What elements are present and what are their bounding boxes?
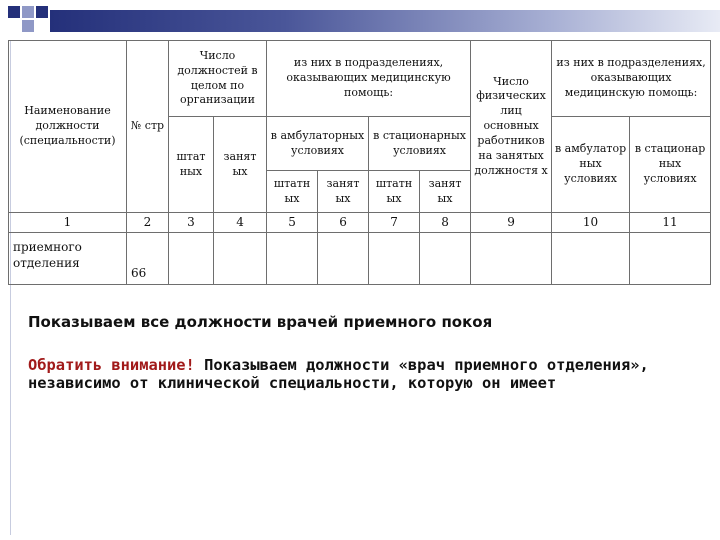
header-medical-units: из них в подразделениях, оказывающих медицинскую помощь: [267,41,471,117]
column-number-row [9,213,711,233]
col-number: 3 [169,213,214,233]
col-number: 10 [552,213,630,233]
col-number: 2 [127,213,169,233]
row-position-name: приемного отделения [9,233,127,285]
row-line-number: 66 [127,233,169,285]
staffing-table [8,40,711,285]
attention-text: Показываем должности «врач приемного отделения», независимо от клинической специальности, которую он имеет [28,356,649,392]
decor-square [8,6,20,18]
col-number: 1 [9,213,127,233]
header-inpatient-occupied: занят ых [420,171,471,213]
header-outpatient: в амбулаторных условиях [267,117,369,171]
header-outpatient-occupied: занят ых [318,171,369,213]
note-all-positions: Показываем все должности врачей приемного покоя [28,313,493,331]
col-number: 7 [369,213,420,233]
header-medical-units-2: из них в подразделениях, оказывающих медицинскую помощь: [552,41,711,117]
table-cell [630,233,711,285]
header-staff: штат ных [169,117,214,213]
header-gradient-bar [50,10,720,32]
col-number: 11 [630,213,711,233]
table-cell [420,233,471,285]
table-row [9,233,711,285]
attention-label: Обратить внимание! [28,356,195,374]
header-occupied: занят ых [214,117,267,213]
table-cell [369,233,420,285]
decor-square [22,6,34,18]
decor-square [22,20,34,32]
decor-square [36,6,48,18]
table-cell [552,233,630,285]
col-number: 4 [214,213,267,233]
col-number: 9 [471,213,552,233]
header-inpatient-2: в стационар ных условиях [630,117,711,213]
header-outpatient-2: в амбулатор ных условиях [552,117,630,213]
table-cell [318,233,369,285]
note-attention [28,357,686,392]
header-positions-total: Число должностей в целом по организации [169,41,267,117]
col-number: 8 [420,213,471,233]
table-cell [169,233,214,285]
header-position-name: Наименование должности (специальности) [9,41,127,213]
header-inpatient-staff: штатн ых [369,171,420,213]
col-number: 5 [267,213,318,233]
header-outpatient-staff: штатн ых [267,171,318,213]
header-individuals: Число физических лиц основных работников на занятых должностя х [471,41,552,213]
col-number: 6 [318,213,369,233]
header-line-number: № стр [127,41,169,213]
table-cell [471,233,552,285]
table-cell [214,233,267,285]
header-inpatient: в стационарных условиях [369,117,471,171]
table-cell [267,233,318,285]
